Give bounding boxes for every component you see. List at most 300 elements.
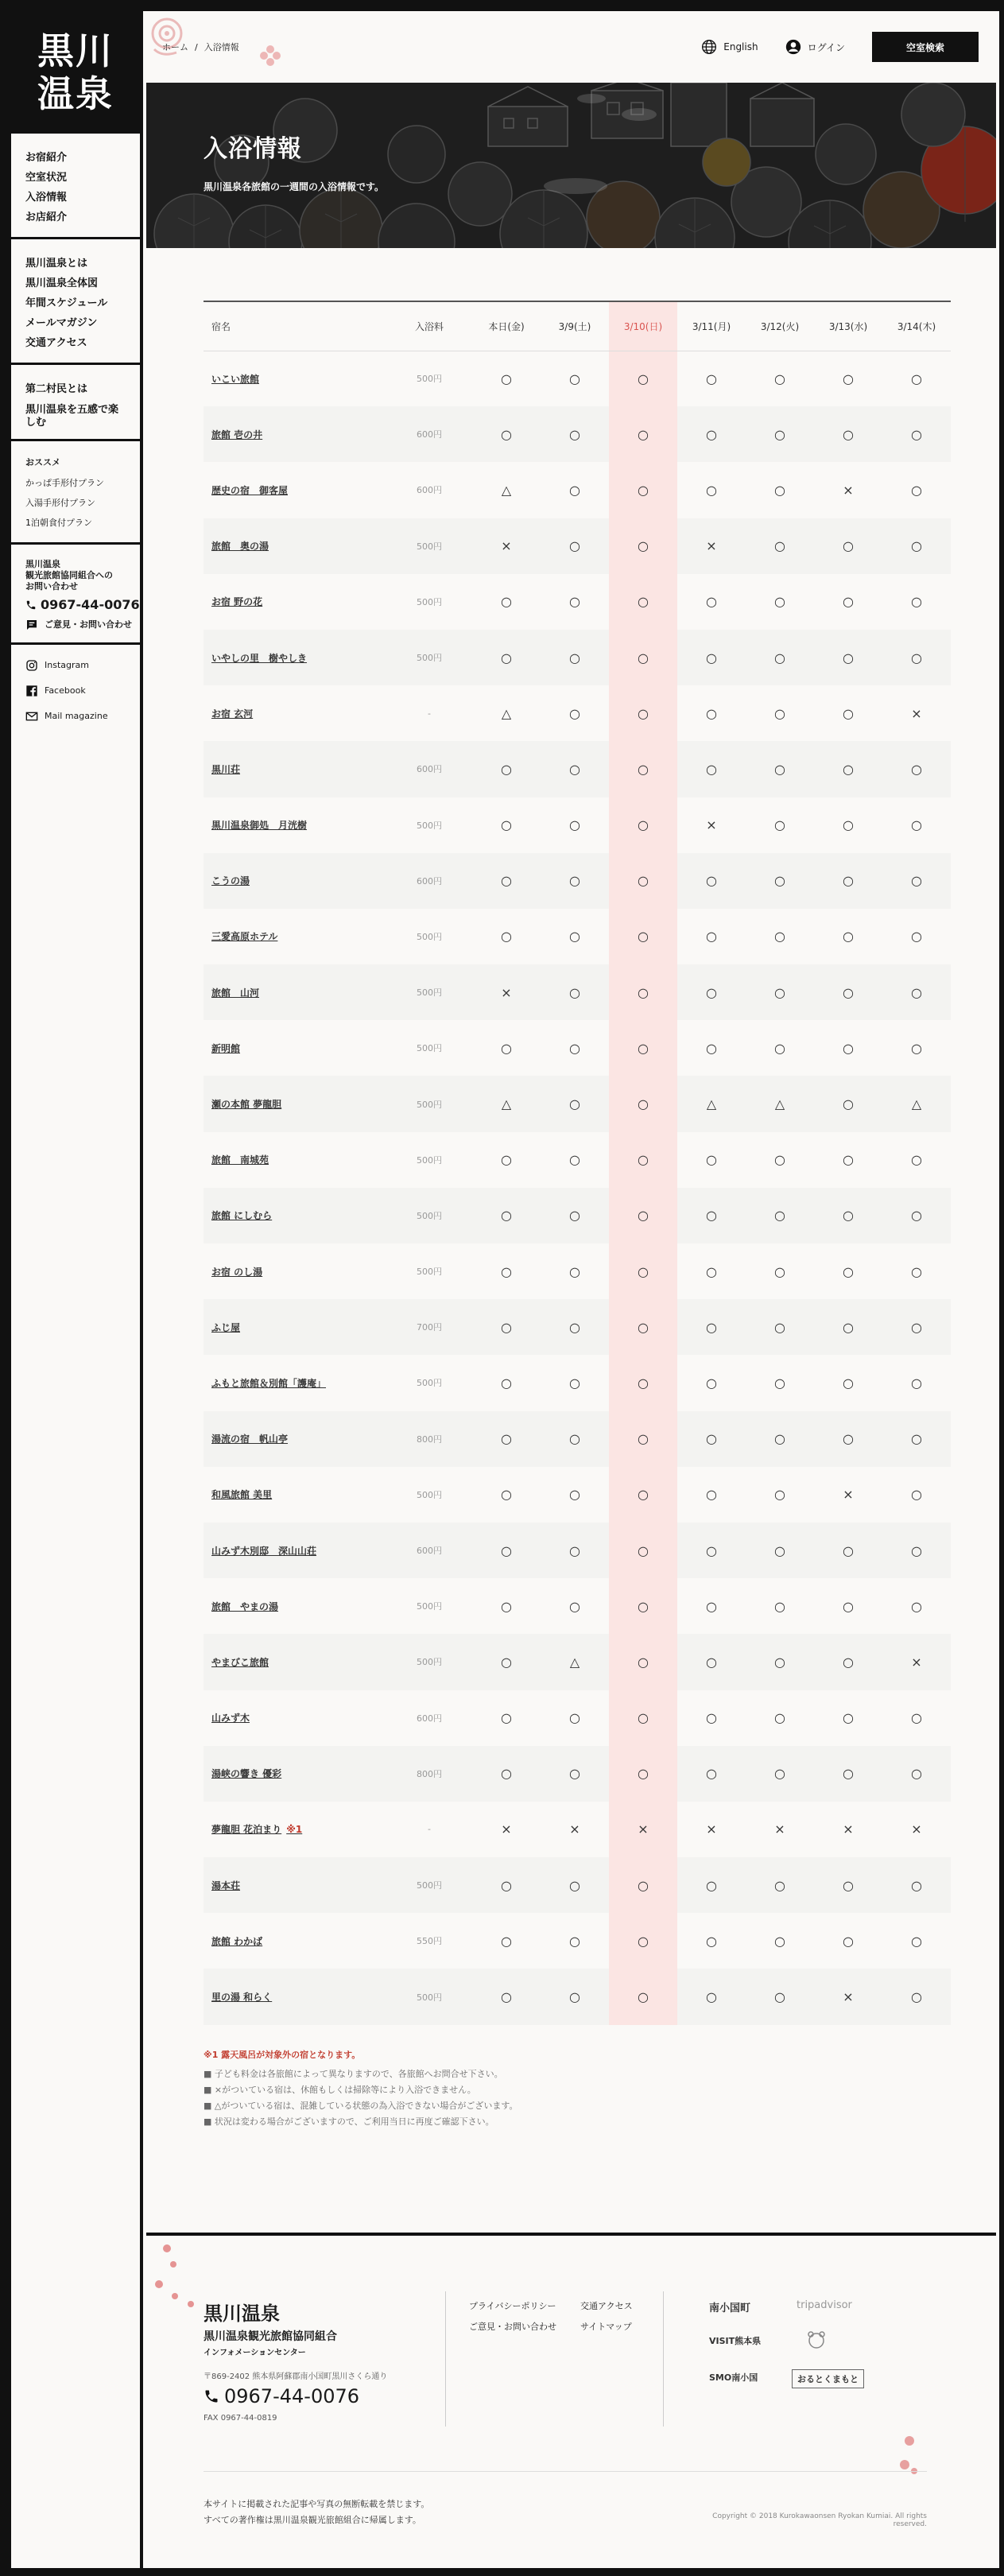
day-status: ○ (911, 1598, 922, 1614)
day-status: ○ (774, 1263, 785, 1279)
ryokan-name: ふじ屋 (211, 1321, 241, 1333)
day-status: ○ (609, 1467, 677, 1523)
day-status: × (882, 1634, 951, 1690)
table-row (204, 909, 951, 964)
ryokan-name: 歴史の宿 御客屋 (211, 484, 289, 496)
day-status: ○ (609, 964, 677, 1020)
ryokan-name: 湯流の宿 帆山亭 (211, 1433, 289, 1445)
day-status: ○ (843, 1040, 854, 1056)
note-asterisk: ※1 露天風呂が対象外の宿となります。 (204, 2049, 361, 2060)
day-status: ○ (843, 817, 854, 833)
breadcrumb-home[interactable]: ホーム (162, 42, 188, 52)
badge-visit-kumamoto[interactable]: VISIT熊本県 (709, 2336, 762, 2346)
sidebar-item-rooms[interactable]: お宿紹介 (25, 152, 68, 164)
login-button[interactable] (785, 39, 845, 55)
day-status: × (472, 518, 541, 574)
recommend-item-breakfast[interactable]: 1泊朝食付プラン (25, 518, 92, 528)
footer-copyright: Copyright © 2018 Kurokawaonsen Ryokan Kumiai. All rights reserved. (712, 2512, 927, 2528)
day-status: ○ (609, 518, 677, 574)
day-status: ○ (706, 929, 717, 945)
ryokan-name-link[interactable] (204, 518, 386, 574)
ryokan-name-link[interactable] (204, 1913, 386, 1969)
contact-heading-1: 黒川温泉 (25, 559, 60, 569)
bath-fee: 500円 (386, 630, 472, 685)
day-status: ○ (746, 1411, 814, 1467)
bathing-table-section (146, 248, 996, 2025)
ryokan-name: 湯本荘 (211, 1880, 241, 1891)
day-status: ○ (541, 1746, 609, 1802)
day-status: ○ (609, 1076, 677, 1131)
footer-copy-line-1: 本サイトに掲載された記事や写真の無断転載を禁じます。 (204, 2499, 430, 2509)
ryokan-name-link[interactable] (204, 853, 386, 909)
sidebar (11, 11, 143, 2568)
day-status: ○ (472, 1188, 541, 1243)
bath-fee: 500円 (417, 1601, 442, 1612)
table-row (204, 964, 951, 1020)
day-status: ○ (569, 705, 580, 721)
day-status: ○ (501, 1710, 512, 1726)
day-status: ○ (911, 1263, 922, 1279)
day-status: ○ (814, 964, 882, 1020)
day-status: ○ (746, 518, 814, 574)
day-status: ○ (814, 1634, 882, 1690)
day-status: ○ (569, 482, 580, 498)
recommend-heading: おススメ (25, 457, 60, 467)
day-status: ○ (569, 1152, 580, 1168)
vacancy-search-button[interactable]: 空室検索 (872, 32, 979, 62)
ryokan-name-link[interactable] (204, 1132, 386, 1188)
table-row (204, 1690, 951, 1746)
day-status: ○ (814, 1746, 882, 1802)
ryokan-name: 瀬の本館 夢龍胆 (211, 1099, 282, 1111)
day-status: ○ (774, 817, 785, 833)
sidebar-social (11, 645, 140, 729)
day-status: △ (882, 1076, 951, 1131)
day-status: ○ (911, 1710, 922, 1726)
bathing-table (204, 301, 951, 2025)
day-status: ○ (609, 1243, 677, 1299)
day-status: ○ (911, 1933, 922, 1949)
footer-logo[interactable]: 黒川温泉 (204, 2302, 280, 2325)
table-body (204, 351, 951, 2025)
day-status: ○ (472, 853, 541, 909)
footer-copy-line-2: すべての著作権は黒川温泉観光旅館組合に帰属します。 (204, 2515, 421, 2525)
day-status: ○ (706, 1375, 717, 1391)
day-status: × (706, 1821, 717, 1837)
day-status: ○ (472, 1523, 541, 1578)
day-status: ○ (814, 1523, 882, 1578)
bath-fee: 500円 (386, 1076, 472, 1131)
ryokan-name-link[interactable] (204, 1578, 386, 1634)
day-status: ○ (609, 1913, 677, 1969)
ryokan-name-link[interactable] (204, 574, 386, 630)
bath-fee: 500円 (417, 820, 442, 831)
day-status: ○ (472, 1969, 541, 2024)
day-status: ○ (814, 853, 882, 909)
day-status: ○ (843, 1933, 854, 1949)
table-row (204, 1076, 951, 1131)
day-status: ○ (501, 929, 512, 945)
col-header-day: 3/12(火) (746, 301, 814, 351)
day-status: ○ (609, 1746, 677, 1802)
bath-fee: 800円 (386, 1746, 472, 1802)
day-status: ○ (911, 1487, 922, 1503)
badge-orutokumamoto[interactable]: おるとくまもと (792, 2369, 864, 2388)
bath-fee: 500円 (417, 931, 442, 942)
day-status: ○ (814, 1299, 882, 1355)
footer (146, 2233, 996, 2560)
footer-link-sitemap[interactable]: サイトマップ (580, 2322, 632, 2332)
phone-icon (25, 599, 37, 611)
recommend-item-kappa[interactable]: かっぱ手形付プラン (25, 478, 104, 488)
table-row (204, 1523, 951, 1578)
day-status: ○ (882, 964, 951, 1020)
badge-smo[interactable]: SMO南小国 (709, 2372, 758, 2383)
day-status: ○ (609, 797, 677, 853)
sidebar-item-five-senses[interactable]: 黒川温泉を五感で楽しむ (25, 404, 119, 429)
day-status: × (843, 1821, 854, 1837)
day-status: ○ (501, 370, 512, 386)
sidebar-tel-number: 0967-44-0076 (41, 597, 140, 612)
breadcrumb (162, 41, 239, 53)
note-line: ■ 子ども料金は各旅館によって異なりますので、各旅館へお問合せ下さい。 (204, 2068, 503, 2079)
sidebar-item-shops[interactable]: お店紹介 (25, 211, 68, 223)
social-mail-label: Mail magazine (45, 711, 108, 721)
day-status: ○ (911, 1375, 922, 1391)
day-status: ○ (706, 1710, 717, 1726)
ryokan-name: 湯峡の響き 優彩 (211, 1768, 282, 1780)
day-status: ○ (746, 964, 814, 1020)
ryokan-name-link[interactable] (204, 1020, 386, 1076)
day-status: ○ (472, 1411, 541, 1467)
ryokan-name-link[interactable] (204, 1523, 386, 1578)
table-row (204, 462, 951, 518)
table-row (204, 685, 951, 741)
social-facebook[interactable] (25, 678, 140, 704)
sidebar-group-village (11, 365, 140, 441)
day-status: ○ (677, 1411, 746, 1467)
ryokan-name: やまびこ旅館 (211, 1656, 269, 1668)
sidebar-item-second-villager[interactable]: 第二村民とは (25, 383, 88, 395)
day-status: ○ (609, 1634, 677, 1690)
day-status: ○ (501, 1375, 512, 1391)
sidebar-item-mailmagazine[interactable]: メールマガジン (25, 317, 98, 329)
day-status: ○ (541, 1969, 609, 2024)
ryokan-name: いこい旅館 (211, 373, 260, 385)
table-row (204, 741, 951, 797)
ryokan-name-link[interactable] (204, 1467, 386, 1523)
page-subtitle: 黒川温泉各旅館の一週間の入浴情報です。 (204, 181, 385, 192)
footer-fax: FAX 0967-44-0819 (204, 2414, 277, 2423)
social-instagram-label: Instagram (45, 660, 89, 670)
phone-icon (204, 2388, 219, 2404)
day-status: ○ (609, 741, 677, 797)
day-status: ○ (706, 1040, 717, 1056)
day-status: ○ (774, 594, 785, 610)
day-status: ○ (541, 1076, 609, 1131)
col-header-day: 3/13(水) (814, 301, 882, 351)
table-header-row (204, 301, 951, 351)
page-title: 入浴情報 (204, 135, 302, 163)
day-status: × (911, 705, 922, 721)
footer-tel-number: 0967-44-0076 (224, 2385, 360, 2407)
table-row (204, 630, 951, 685)
ryokan-name-link[interactable] (204, 1857, 386, 1913)
day-status: ○ (609, 1020, 677, 1076)
logo-line-2: 温泉 (37, 72, 114, 115)
day-status: × (911, 1821, 922, 1837)
day-status: ○ (774, 370, 785, 386)
day-status: ○ (472, 1746, 541, 1802)
day-status: ○ (814, 406, 882, 462)
day-status: ○ (472, 1299, 541, 1355)
table-row (204, 1411, 951, 1467)
bath-fee: 550円 (417, 1936, 442, 1947)
footer-org: 黒川温泉観光旅館協同組合 (204, 2330, 337, 2343)
day-status: ○ (774, 1040, 785, 1056)
day-status: ○ (569, 1487, 580, 1503)
col-header-price: 入浴料 (386, 301, 472, 351)
ryokan-name-link[interactable] (204, 351, 386, 406)
hero-illustration (146, 83, 996, 248)
col-header-day: 3/14(木) (882, 301, 951, 351)
day-status: × (677, 518, 746, 574)
day-status: ○ (609, 685, 677, 741)
day-status: ○ (843, 1710, 854, 1726)
social-mail[interactable] (25, 704, 140, 729)
footer-link-access[interactable]: 交通アクセス (580, 2301, 633, 2311)
day-status: ○ (706, 1487, 717, 1503)
badge-tripadvisor[interactable]: tripadvisor (797, 2299, 852, 2311)
day-status: ○ (774, 1933, 785, 1949)
ryokan-name-link[interactable] (204, 1411, 386, 1467)
col-header-day: 3/11(月) (677, 301, 746, 351)
ryokan-name: 旅館 にしむら (211, 1210, 273, 1222)
day-status: ○ (609, 909, 677, 964)
bath-fee: 600円 (386, 1523, 472, 1578)
bath-fee: 500円 (417, 1154, 442, 1166)
ryokan-name-link[interactable] (204, 630, 386, 685)
day-status: ○ (882, 1746, 951, 1802)
day-status: ○ (706, 1263, 717, 1279)
day-status: △ (746, 1076, 814, 1131)
ryokan-name: 旅館 山河 (211, 987, 260, 999)
day-status: ○ (609, 1578, 677, 1634)
language-english-button[interactable] (701, 39, 758, 55)
footer-tel[interactable] (204, 2385, 359, 2407)
sidebar-group-recommend (11, 441, 140, 545)
day-status: × (843, 482, 854, 498)
day-status: ○ (609, 1857, 677, 1913)
table-row (204, 853, 951, 909)
footer-link-privacy[interactable]: プライバシーポリシー (469, 2301, 556, 2311)
ryokan-name: 旅館 壱の井 (211, 429, 263, 440)
table-row (204, 406, 951, 462)
ryokan-name-link[interactable] (204, 797, 386, 853)
day-status: ○ (609, 1188, 677, 1243)
table-row (204, 1802, 951, 1857)
top-actions (701, 32, 979, 62)
ryokan-name-link[interactable] (204, 1969, 386, 2024)
table-row (204, 1857, 951, 1913)
day-status: ○ (911, 594, 922, 610)
badge-minamioguni[interactable]: 南小国町 (709, 2302, 751, 2314)
day-status: ○ (746, 630, 814, 685)
day-status: ○ (814, 1188, 882, 1243)
day-status: ○ (746, 1299, 814, 1355)
table-row (204, 1299, 951, 1355)
social-instagram[interactable] (25, 653, 140, 678)
ryokan-name-link[interactable] (204, 685, 386, 741)
ryokan-name-link[interactable] (204, 1188, 386, 1243)
day-status: ○ (882, 1969, 951, 2024)
bath-fee: 500円 (417, 1043, 442, 1054)
ryokan-name-link[interactable] (204, 1802, 386, 1857)
day-status: ○ (774, 1152, 785, 1168)
footer-links-2 (580, 2296, 633, 2337)
footer-separator (204, 2471, 927, 2472)
table-row (204, 1188, 951, 1243)
ryokan-name-link[interactable] (204, 1634, 386, 1690)
ryokan-name-link[interactable] (204, 406, 386, 462)
table-row (204, 1969, 951, 2024)
table-row (204, 797, 951, 853)
bath-fee: 500円 (417, 1378, 442, 1389)
day-status: ○ (882, 1857, 951, 1913)
day-status: ○ (569, 1263, 580, 1279)
day-status: ○ (911, 370, 922, 386)
day-status: ○ (814, 741, 882, 797)
sidebar-item-map[interactable]: 黒川温泉全体図 (25, 277, 99, 289)
day-status: ○ (501, 817, 512, 833)
ryokan-name-link[interactable] (204, 909, 386, 964)
day-status: △ (677, 1076, 746, 1131)
ryokan-name-link[interactable] (204, 1355, 386, 1410)
ryokan-name-link[interactable] (204, 1299, 386, 1355)
ryokan-name-link[interactable] (204, 741, 386, 797)
sidebar-inquiry[interactable] (25, 617, 140, 633)
social-facebook-label: Facebook (45, 685, 86, 696)
day-status: ○ (843, 370, 854, 386)
day-status: ○ (677, 406, 746, 462)
day-status: ○ (569, 1933, 580, 1949)
ryokan-name: 里の湯 和らく (211, 1992, 273, 2004)
day-status: ○ (843, 705, 854, 721)
day-status: △ (472, 1076, 541, 1131)
table-row (204, 1467, 951, 1523)
day-status: ○ (609, 462, 677, 518)
table-row (204, 1746, 951, 1802)
table-row (204, 1243, 951, 1299)
day-status: ○ (609, 630, 677, 685)
recommend-item-nyuto[interactable]: 入湯手形付プラン (25, 498, 95, 508)
day-status: ○ (882, 1411, 951, 1467)
day-status: ○ (706, 1598, 717, 1614)
ryokan-name-link[interactable] (204, 964, 386, 1020)
day-status: ○ (677, 1523, 746, 1578)
day-status: ○ (569, 1375, 580, 1391)
language-english-label: English (723, 41, 758, 52)
day-status: ○ (746, 1969, 814, 2024)
day-status: ○ (569, 594, 580, 610)
day-status: ○ (706, 370, 717, 386)
ryokan-name: お宿 玄河 (211, 708, 254, 720)
user-icon (785, 39, 801, 55)
table-row (204, 1355, 951, 1410)
footer-link-inquiry[interactable]: ご意見・お問い合わせ (469, 2322, 556, 2332)
ryokan-name-link[interactable] (204, 1690, 386, 1746)
day-status: ○ (774, 1375, 785, 1391)
mail-icon (25, 710, 38, 723)
day-status: ○ (706, 482, 717, 498)
sidebar-item-vacancy[interactable]: 空室状況 (25, 172, 68, 184)
site-logo[interactable] (11, 11, 140, 134)
ryokan-name: 山みず木 (211, 1713, 250, 1724)
decorative-flower-icon (258, 43, 283, 68)
table-row (204, 1913, 951, 1969)
day-status: ○ (541, 1411, 609, 1467)
table-row (204, 1020, 951, 1076)
ryokan-name-link[interactable] (204, 1243, 386, 1299)
sidebar-tel[interactable] (25, 597, 140, 612)
day-status: ○ (882, 853, 951, 909)
decorative-flower-icon (894, 2433, 925, 2481)
sidebar-item-schedule[interactable]: 年間スケジュール (25, 297, 108, 309)
ryokan-name: 新明館 (211, 1042, 241, 1054)
ryokan-name-link[interactable] (204, 1746, 386, 1802)
sidebar-item-about[interactable]: 黒川温泉とは (25, 258, 88, 270)
day-status: ○ (541, 853, 609, 909)
table-row (204, 518, 951, 574)
ryokan-name: お宿 のし湯 (211, 1266, 263, 1278)
day-status: ○ (541, 518, 609, 574)
main-content (146, 11, 996, 2130)
bath-fee: 500円 (386, 1634, 472, 1690)
day-status: ○ (609, 351, 677, 406)
table-notes (204, 2047, 996, 2130)
day-status: × (609, 1802, 677, 1857)
ryokan-name-link[interactable] (204, 1076, 386, 1131)
day-status: ○ (746, 853, 814, 909)
day-status: ○ (609, 1523, 677, 1578)
ryokan-name-link[interactable] (204, 462, 386, 518)
bath-fee: 500円 (417, 1267, 442, 1278)
bath-fee: 500円 (386, 964, 472, 1020)
ryokan-name: こうの湯 (211, 875, 250, 887)
day-status: ○ (814, 1857, 882, 1913)
day-status: ○ (774, 705, 785, 721)
day-status: × (706, 817, 717, 833)
bath-fee: 500円 (417, 374, 442, 385)
day-status: ○ (882, 1523, 951, 1578)
ryokan-name: 夢龍胆 花泊まり (211, 1824, 282, 1836)
sidebar-item-bathing[interactable]: 入浴情報 (25, 192, 68, 204)
day-status: ○ (569, 817, 580, 833)
day-status: ○ (501, 1933, 512, 1949)
breadcrumb-separator: / (195, 41, 198, 52)
day-status: ○ (746, 1634, 814, 1690)
footer-links-1 (469, 2296, 556, 2337)
day-status: ○ (677, 1299, 746, 1355)
bath-fee: 500円 (386, 1969, 472, 2024)
bath-fee: 600円 (386, 853, 472, 909)
sidebar-item-access[interactable]: 交通アクセス (25, 337, 87, 349)
day-status: ○ (706, 1152, 717, 1168)
bath-fee: 500円 (386, 518, 472, 574)
top-bar (146, 11, 996, 83)
day-status: ○ (609, 406, 677, 462)
day-status: ○ (746, 1188, 814, 1243)
